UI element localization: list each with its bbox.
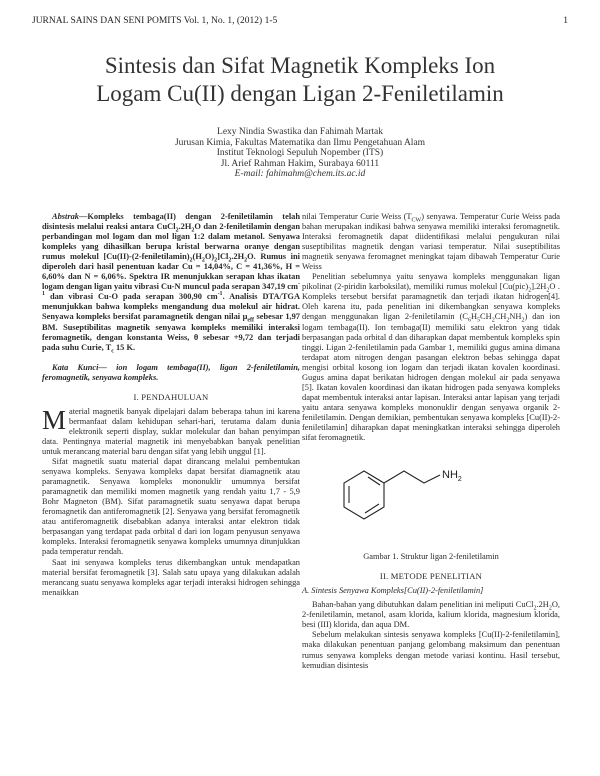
ethyl-chain [384,471,440,483]
drop-cap: M [42,404,67,435]
author-institution: Institut Teknologi Sepuluh Nopember (ITS) [216,148,384,159]
left-column [42,212,300,598]
methods-paragraph-2: Sebelum melakukan sintesis senyawa kompleks [Cu(II)-2-feniletilamin], maka dilakukan penentuan panjang gelombang maksimum dan penentuan rumus senyawa kompleks dengan metode variasi kontinu. Hasil tersebut, kemudian disintesis [302,630,560,670]
subsection-heading-a: A. Sintesis Senyawa Kompleks[Cu(II)-2-feniletilamin] [302,586,484,596]
ring-double-bond-1 [368,477,380,485]
running-header [32,16,568,30]
author-names: Lexy Nindia Swastika dan Fahimah Martak [217,127,383,137]
benzene-ring [344,471,384,519]
paper-title [32,52,568,108]
keywords: Kata Kunci— ion logam tembaga(II), ligan 2-feniletilamin, feromagnetik, senyawa kompleks. [42,362,300,382]
author-block [32,127,568,180]
section-heading-introduction: I. PENDAHULUAN [133,391,209,402]
methods-paragraph-1: Bahan-bahan yang dibutuhkan dalam penelitian ini meliputi $CuCl_2.2H_2O$, 2-feniletilamin, metanol, asam klorida, kalium klorida, magnesium klorida, besi (III) klorida, dan aqua DM. [302,600,560,630]
right-paragraph-1: nilai Temperatur Curie Weiss $(T_{CW})$ senyawa. Temperatur Curie Weiss pada bahan merupakan indikasi bahwa senyawa memiliki interaksi feromagnetik. Interaksi feromagnetik dapat diidentifikasi melalui pengukuran nilai suseptibilitas magnetik dengan variasi temperatur. Nilai suseptibilitas magnetik senyawa feromagnet meningkat tajam dibawah Temperatur Curie Weiss [302,212,560,272]
section-heading-methods: II. METODE PENELITIAN [379,571,483,582]
figure-caption: Gambar 1. Struktur ligan 2-feniletilamin [363,552,499,562]
author-department: Jurusan Kimia, Fakultas Matematika dan Ilmu Pengetahuan Alam [174,137,426,148]
author-email: E-mail: fahimahm@chem.its.ac.id [234,169,366,180]
journal-name: JURNAL SAINS DAN SENI POMITS Vol. 1, No. 1, (2012) 1-5 [32,16,278,26]
amine-label: $NH_2$ [442,469,462,484]
page-number: 1 [563,16,568,26]
title-line-1: Sintesis dan Sifat Magnetik Kompleks Ion [104,53,496,78]
right-column [302,212,560,671]
abstract: Abstrak—Kompleks tembaga(II) dengan 2-feniletilamin telah disintesis melalui reaksi antara $CuCl_2.2H_2O$ dan 2-feniletilamin dengan perbandingan mol logam dan mol ligan 1:2 dalam metanol. Senyawa kompleks yang dihasilkan berupa kristal berwarna oranye dengan rumus molekul $[Cu(II)-(2-feniletilamin)_2(H_2O)_2]Cl_2.2H_2O$. Rumus ini diperoleh dari hasil penentuan kadar Cu = 14,04%, C = 41,36%, H = 6,60% dan N = 6,06%. Spektra IR menunjukkan serapan khas ikatan logam dengan ligan yaitu vibrasi Cu-N muncul pada serapan 347,19 $cm^{-1}$ dan vibrasi Cu-O pada serapan 300,90 $cm^{-1}$. Analisis DTA/TGA menunjukkan bahwa kompleks mengandung dua molekul air hidrat. Senyawa kompleks bersifat paramagnetik dengan nilai $\mu_{eff}$ sebesar 1,97 BM. Suseptibilitas magnetik senyawa kompleks memiliki interaksi feromagnetik, dengan konstanta Weiss, θ sebesar +9,72 dan terjadi pada suhu Curie, $T_c$ 15 K. [42,212,300,355]
title-line-2: Logam Cu(II) dengan Ligan 2-Feniletilamin [96,81,504,106]
right-paragraph-2: Penelitian sebelumnya yaitu senyawa kompleks menggunakan ligan pikolinat (2-piridin karboksilat), memiliki rumus molekul $[Cu(pic)_2].2H_2O$ . Kompleks tersebut bersifat paramagnetik dan terjadi ikatan hidrogen[4]. Oleh karena itu, pada penelitian ini dikembangkan senyawa kompleks dengan menggunakan ligan 2-feniletilamin $(C_6H_5CH_2CH_2NH_2)$ dan ion logam tembaga(II). Ion tembaga(II) memiliki satu elektron yang tidak berpasangan pada orbital d dan diharapkan dapat membentuk kompleks spin tinggi. Ligan 2-feniletilamin pada Gambar 1, memiliki gugus amina dimana terdapat atom nitrogen dengan pasangan elektron bebas sehingga dapat mengisi orbital kosong ion logam dan terjadi ikatan kovalen koordinasi. Gugus amina dapat berikatan hidrogen dengan molekul air pada senyawa [5]. Ikatan kovalen koordinasi dan ikatan hidrogen pada senyawa kompleks dapat membentuk interaksi antar lapisan. Interaksi antar lapisan yang terjadi yaitu antara senyawa kompleks mononuklir dengan senyawa organik 2-feniletilamin. Dengan demikian, pembentukan senyawa kompleks [Cu(II)-2-feniletilamin] diharapkan dapat meningkatkan interaksi sehingga diperoleh sifat feromagnetik. [302,272,560,443]
author-address: Jl. Arief Rahman Hakim, Surabaya 60111 [220,158,380,169]
keywords-label: Kata Kunci [52,362,99,372]
phenylethylamine-structure [302,449,560,549]
intro-paragraph-3: Saat ini senyawa kompleks terus dikembangkan untuk mendapatkan material bersifat feromagnetik [3]. Salah satu upaya yang dilakukan adalah merancang suatu senyawa kompleks agar terjadi interaksi hidrogen sehingga menaikkan [42,557,300,597]
intro-paragraph-2: Sifat magnetik suatu material dapat dirancang melalui pembentukan senyawa kompleks. Senyawa kompleks dapat bersifat diamagnetik atau paramagnetik. Senyawa kompleks mononuklir umumnya bersifat paramagnetik dan memiliki momen magnetik yang rendah yaitu 1,7 - 5,9 Bohr Magneton (BM). Sifat paramagnetik suatu senyawa dapat berupa feromagnetik dan antiferomagnetik [2]. Senyawa yang bersifat feromagnetik atau antiferomagnetik disebabkan adanya interaksi antar elektron tidak berpasangan yang terdapat pada orbital d dari ion logam penyusun senyawa kompleks. Interaksi feromagnetik senyawa kompleks umumnya ditunjukkan pada temperatur rendah. [42,457,300,557]
intro-paragraph-1: Material magnetik banyak dipelajari dalam beberapa tahun ini karena bermanfaat dalam kehidupan sehari-hari, terutama dalam dunia elektronik seperti display, suklar molekular dan bahan penyimpan data. Pentingnya material magnetik ini menyebabkan banyak penelitian untuk merancang material baru dengan sifat yang lebih unggul [1]. [42,404,300,456]
abstract-label: Abstrak [52,212,79,221]
